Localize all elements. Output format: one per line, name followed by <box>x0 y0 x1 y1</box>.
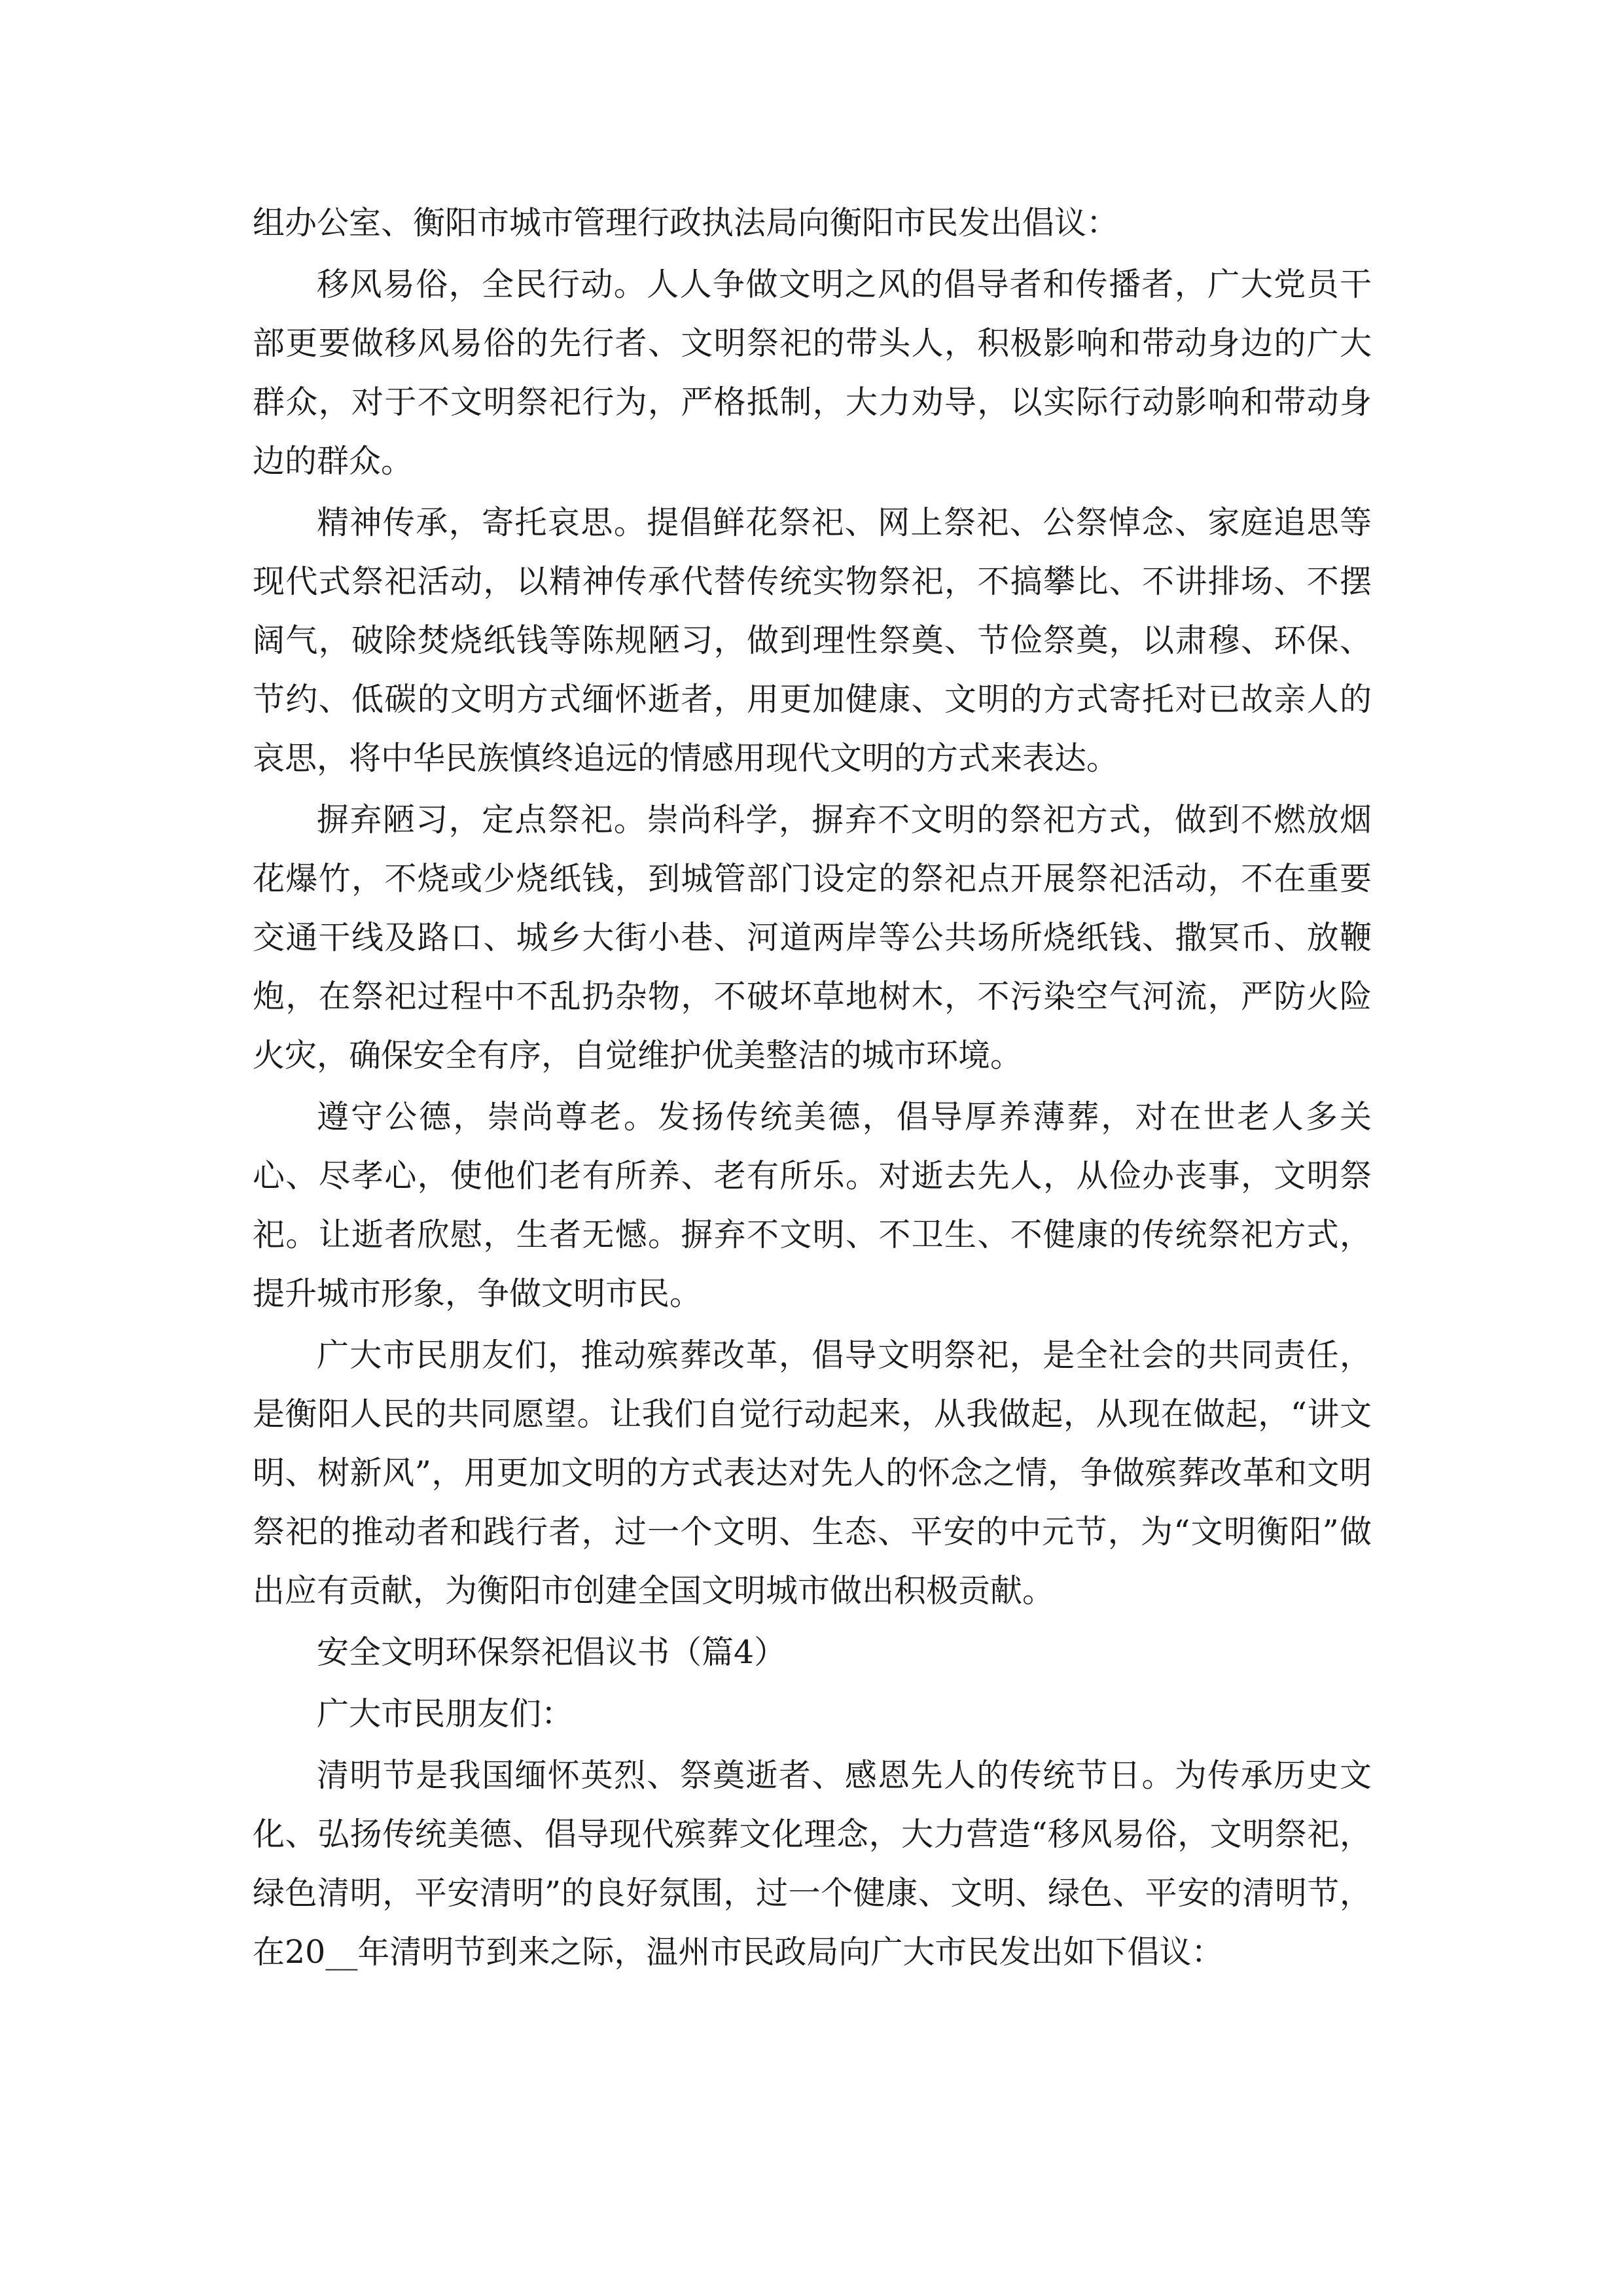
paragraph-customs-reform: 移风易俗，全民行动。人人争做文明之风的倡导者和传播者，广大党员干部更要做移风易俗的先行者、文明祭祀的带头人，积极影响和带动身边的广大群众，对于不文明祭祀行为，严格抵制，大力劝导，以实际行动影响和带动身边的群众。 <box>253 266 1372 480</box>
paragraph-closing-appeal: 广大市民朋友们，推动殡葬改革，倡导文明祭祀，是全社会的共同责任，是衡阳人民的共同愿望。让我们自觉行动起来，从我做起，从现在做起，“讲文明、树新风”，用更加文明的方式表达对先人的怀念之情，争做殡葬改革和文明祭祀的推动者和践行者，过一个文明、生态、平安的中元节，为“文明衡阳”做出应有贡献，为衡阳市创建全国文明城市做出积极贡献。 <box>253 1336 1372 1609</box>
paragraph-spiritual-heritage: 精神传承，寄托哀思。提倡鲜花祭祀、网上祭祀、公祭悼念、家庭追思等现代式祭祀活动，以精神传承代替传统实物祭祀，不搞攀比、不讲排场、不摆阔气，破除焚烧纸钱等陈规陋习，做到理性祭奠、节俭祭奠，以肃穆、环保、节约、低碳的文明方式缅怀逝者，用更加健康、文明的方式寄托对已故亲人的哀思，将中华民族慎终追远的情感用现代文明的方式来表达。 <box>253 504 1372 777</box>
document-body <box>253 194 1372 1984</box>
salutation: 广大市民朋友们： <box>317 1695 574 1732</box>
paragraph-designated-sites: 摒弃陋习，定点祭祀。崇尚科学，摒弃不文明的祭祀方式，做到不燃放烟花爆竹，不烧或少烧纸钱，到城管部门设定的祭祀点开展祭祀活动，不在重要交通干线及路口、城乡大街小巷、河道两岸等公共场所烧纸钱、撒冥币、放鞭炮，在祭祀过程中不乱扔杂物，不破坏草地树木，不污染空气河流，严防火险火灾，确保安全有序，自觉维护优美整洁的城市环境。 <box>253 801 1372 1074</box>
paragraph-qingming-intro: 清明节是我国缅怀英烈、祭奠逝者、感恩先人的传统节日。为传承历史文化、弘扬传统美德、倡导现代殡葬文化理念，大力营造“移风易俗，文明祭祀，绿色清明，平安清明”的良好氛围，过一个健康、文明、绿色、平安的清明节，在20__年清明节到来之际，温州市民政局向广大市民发出如下倡议： <box>253 1757 1372 1971</box>
paragraph-respect-elders: 遵守公德，崇尚尊老。发扬传统美德，倡导厚养薄葬，对在世老人多关心、尽孝心，使他们老有所养、老有所乐。对逝去先人，从俭办丧事，文明祭祀。让逝者欣慰，生者无憾。摒弃不文明、不卫生、不健康的传统祭祀方式，提升城市形象，争做文明市民。 <box>253 1098 1372 1312</box>
paragraph-proposal-intro: 组办公室、衡阳市城市管理行政执法局向衡阳市民发出倡议： <box>253 204 1119 242</box>
section-title: 安全文明环保祭祀倡议书（篇4） <box>317 1634 787 1671</box>
